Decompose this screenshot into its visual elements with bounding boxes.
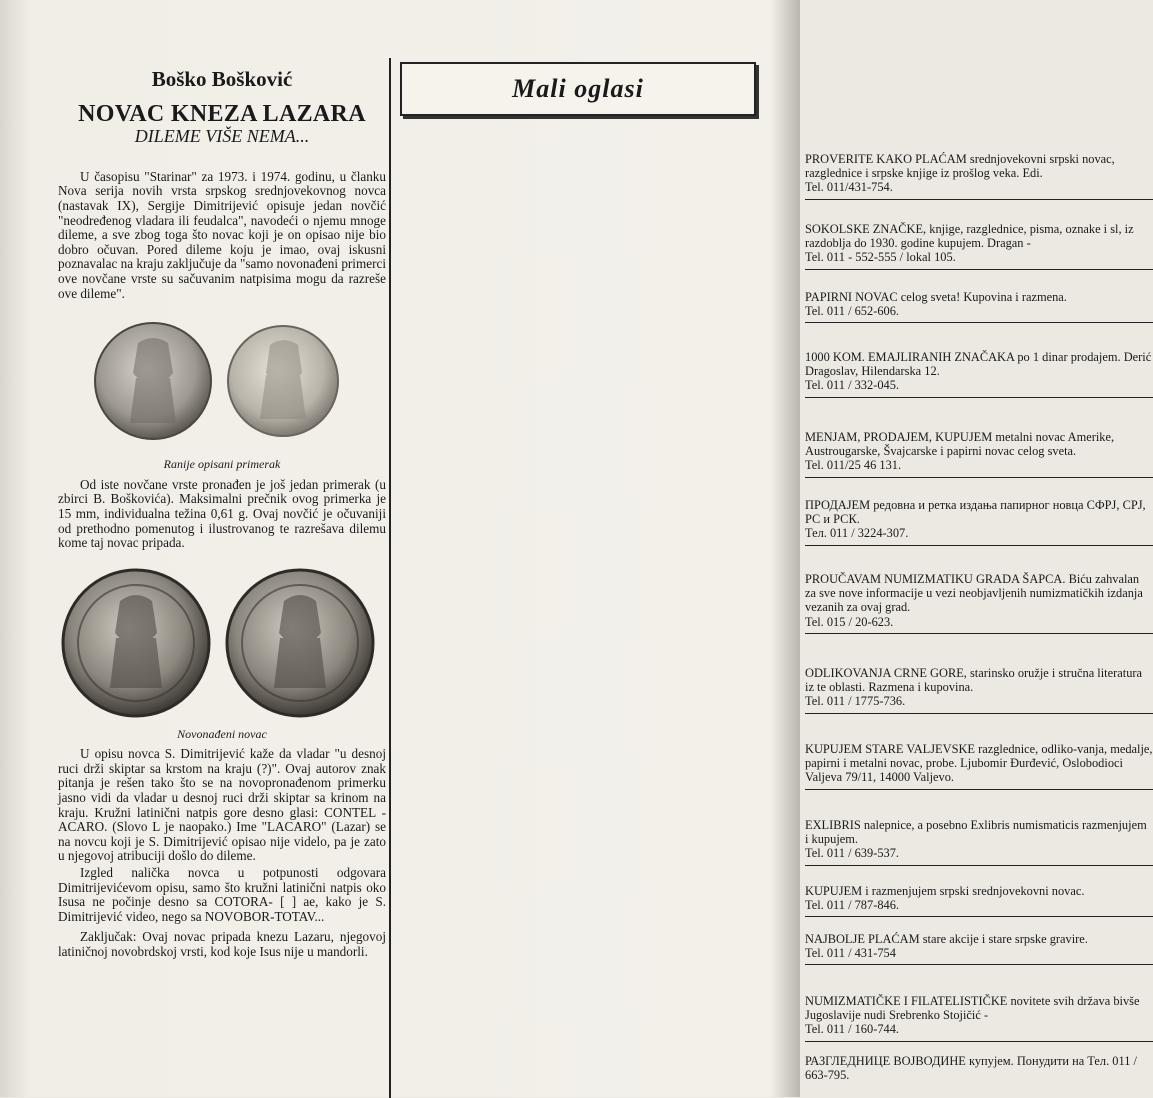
article-paragraph-3: U opisu novca S. Dimitrijević kaže da vladar "u desnoj ruci drži skiptar sa krstom na kraju (?)". Ovaj autorov znak pitanja je rešen tako što se na novopronađenom primerku jasno vidi da vladar u desnoj ruci drži skiptar sa krinom na kraju. Kružni latinični natpis gore desno glasi: CONTEL - ACARO. (Slovo L je naopako.) Ime "LACARO" (Lazar) se na novcu koji je S. Dimitrijević opisao nije videlo, pa je zato u njegovoj atribuciji došlo do dileme.: [58, 746, 386, 864]
classified-ad: PROVERITE KAKO PLAĆAM srednjovekovni srpski novac, razglednice i srpske knjige iz prošlog veka. Edi. Tel. 011/431-754.: [805, 152, 1153, 200]
coin-photos-new: [58, 563, 386, 723]
classified-ad: MENJAM, PRODAJEM, KUPUJEM metalni novac Amerike, Austrougarske, Švajcarske i papirni novac celog sveta. Tel. 011/25 46 131.: [805, 430, 1153, 478]
classified-ad: PROUČAVAM NUMIZMATIKU GRADA ŠAPCA. Biću zahvalan za sve nove informacije u vezi neobjavljenih numizmatičkih izdanja vezanih za ovaj grad. Tel. 015 / 20-623.: [805, 572, 1153, 634]
article-author: Boško Bošković: [151, 67, 293, 91]
classifieds-title: Mali oglasi: [512, 74, 644, 103]
classified-ad: ODLIKOVANJA CRNE GORE, starinsko oružje i stručna literatura iz te oblasti. Razmena i kupovina. Tel. 011 / 1775-736.: [805, 666, 1153, 714]
article-paragraph-5: Zaključak: Ovaj novac pripada knezu Lazaru, njegovoj latiničnoj novobrdskoj vrsti, kod koje Isus nije u mandorli.: [58, 929, 386, 959]
article-paragraph-1: U časopisu "Starinar" za 1973. i 1974. godinu, u članku Nova serija novih vrsta srpskog srednjovekovnog novca (nastavak IX), Sergije Dimitrijević opisuje jedan novčić "neodređenog vladara ili feudalca", navodeći o njemu mnoge dileme, a sve zbog toga što novac koji je on opisao nije bio dobro očuvan. Pored dileme koju je imao, ovaj iskusni poznavalac na kraju zaključuje da "samo novonađeni primerci ove novčane vrste su sačuvanim natpisima mogu da razreše ove dileme".: [58, 168, 386, 301]
classified-ad: 1000 KOM. EMAJLIRANIH ZNAČAKA po 1 dinar prodajem. Derić Dragoslav, Hilendarska 12. Tel. 011 / 332-045.: [805, 350, 1153, 398]
classified-ad: KUPUJEM STARE VALJEVSKE razglednice, odliko-vanja, medalje, papirni i metalni novac, probe. Ljubomir Đurđević, Oslobodioci Valjeva 79/11, 14000 Valjevo.: [805, 742, 1153, 790]
classified-ad: NUMIZMATIČKE I FILATELISTIČKE novitete svih država bivše Jugoslavije nudi Srebrenko Stojičić - Tel. 011 / 160-744.: [805, 994, 1153, 1042]
classified-ad: SOKOLSKE ZNAČKE, knjige, razglednice, pisma, oznake i sl, iz razdoblja do 1930. godine kupujem. Dragan - Tel. 011 - 552-555 / lokal 105.: [805, 222, 1153, 270]
classified-ad: EXLIBRIS nalepnice, a posebno Exlibris numismaticis razmenjujem i kupujem. Tel. 011 / 639-537.: [805, 818, 1153, 866]
article-column: [58, 58, 386, 1088]
caption-earlier-coin: Ranije opisani primerak: [163, 457, 281, 472]
coin-illustration-2: [58, 563, 386, 723]
classified-ad: NAJBOLJE PLAĆAM stare akcije i stare srpske gravire. Tel. 011 / 431-754: [805, 932, 1153, 965]
coin-illustration-1: [58, 313, 386, 453]
article-title: NOVAC KNEZA LAZARA: [78, 100, 366, 127]
article-subtitle: DILEME VIŠE NEMA...: [134, 126, 310, 147]
classified-ad: ПРОДАЈЕМ редовна и ретка издања папирног новца СФРЈ, СРЈ, РС и РСК. Тел. 011 / 3224-307.: [805, 498, 1153, 546]
article-paragraph-2: Od iste novčane vrste pronađen je još jedan primerak (u zbirci B. Boškovića). Maksimalni prečnik ovog primerka je 15 mm, individualna težina 0,61 g. Ovaj novčić je očuvaniji od prethodno pomenutog i ilustrovanog te razrešava dilemu kome taj novac pripada.: [58, 476, 386, 551]
caption-new-coin: Novonađeni novac: [177, 726, 267, 741]
classifieds-column: [400, 58, 1153, 1088]
classified-ad: PAPIRNI NOVAC celog sveta! Kupovina i razmena. Tel. 011 / 652-606.: [805, 290, 1153, 323]
article-paragraph-4: Izgled nalička novca u potpunosti odgovara Dimitrijevićevom opisu, samo što kružni latinični natpis oko Isusa ne počinje desno sa COTORA- [ ] ae, kako je S. Dimitrijević video, nego sa NOVOBOR-TOTAV...: [58, 865, 386, 924]
classified-ad: KUPUJEM i razmenjujem srpski srednjovekovni novac. Tel. 011 / 787-846.: [805, 884, 1153, 917]
classified-ad: РАЗГЛЕДНИЦЕ ВОЈВОДИНЕ купујем. Понудити на Тел. 011 / 663-795.: [805, 1054, 1137, 1083]
coin-photos-earlier: [58, 313, 386, 453]
column-divider: [389, 58, 391, 1098]
